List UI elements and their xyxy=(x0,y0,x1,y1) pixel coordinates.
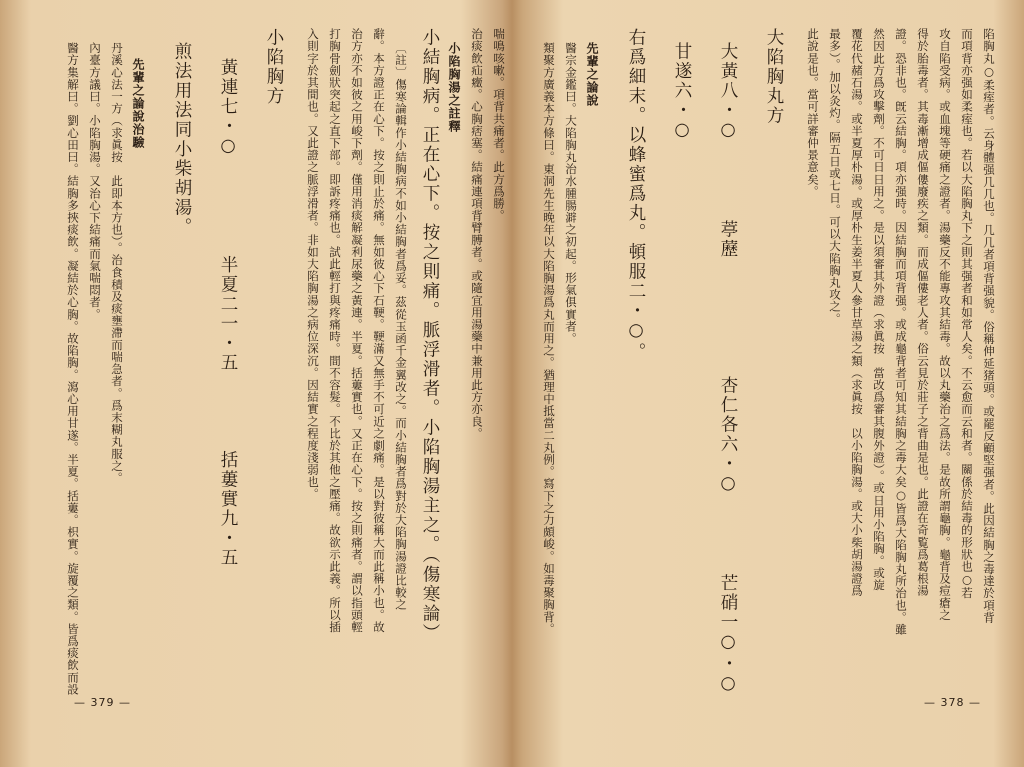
left-page-text-line: 醫方集解曰。劉心田曰。結胸多挾痰飲。凝結於心胸。故陷胸。瀉心用甘遂。半夏。括蔞。枳實。旋覆之類。皆爲痰飲而設 xyxy=(66,42,80,696)
right-page-text-line-large: 大陷胸丸方 xyxy=(764,28,784,126)
left-page-text-line: 喘鳴咳嗽。項背共痛者。此方爲勝。 xyxy=(492,28,506,222)
right-page-text-line: 證。恐非也。旣云結胸。項亦强時。因結胸而項背强。或成龜背者可知其結胸之毒大矣○皆爲大陷胸丸所治也。雖 xyxy=(894,28,908,636)
right-page xyxy=(542,28,996,718)
left-page-section-heading: 先輩之論說治驗 xyxy=(131,58,145,149)
right-page-text-line: 而項背亦强如柔痓也。若以大陷胸丸下之則其强者和如常人矣。不云愈而云和者。關係於結毒的形狀也○若 xyxy=(960,28,974,600)
page-number-right: — 378 — xyxy=(924,696,981,709)
page-number-left: — 379 — xyxy=(74,696,131,709)
left-page-section-heading: 小陷胸湯之註釋 xyxy=(447,42,461,133)
left-page-text-line: 辭。本方證正在心下。按之則止於痛。無如彼心下石鞕。鞕滿又無手不可近之劇痛。是以對彼稱大而此稱小也。故 xyxy=(372,28,386,633)
left-page-text-line-large: 黃連七・○ 半夏二一・五 括蔞實九・五 xyxy=(218,58,238,568)
left-page-text-line-large: 煎法用法同小柴胡湯。 xyxy=(172,42,192,237)
left-page-text-line: 內臺方議曰。小陷胸湯。又治心下結痛而氣喘悶者。 xyxy=(88,42,102,321)
left-page-text-line-large: 小陷胸方 xyxy=(264,28,284,106)
right-page-text-line: 醫宗金鑑曰。大陷胸丸治水腫腸澼之初起。形氣俱實者。 xyxy=(564,42,578,345)
left-page-text-line: 打胸骨劍狀突起之直下部。即訴疼痛也。試此輕打與疼痛時。間不容髮。不比於其他之壓痛。故欲示此義。所以插 xyxy=(328,28,342,633)
right-page-text-line: 得於胎毒者。其毒漸增成傴僂廢疾之類。而成傴僂老人者。俗云見於莊子之背曲是也。此證在奇覧爲葛根湯 xyxy=(916,28,930,597)
right-page-text-line-large: 甘遂六・○ xyxy=(672,42,692,142)
right-page-text-line: 陷胸丸○柔痓者。云身體强几几也。几几者項背强貌。俗稱伸延猪頭。或罷反顧堅强者。此因結胸之毒達於項背 xyxy=(982,28,996,624)
right-page-text-line: 此說是也。當可詳審仲景意矣。 xyxy=(806,28,820,198)
right-page-text-line: 覆花代赭石湯。或半夏厚朴湯。或厚朴生姜半夏人參甘草湯之類（求眞按 以小陷胸湯。或大小柴胡湯證爲 xyxy=(850,28,864,597)
left-page-text-line-large: 小結胸病。正在心下。按之則痛。脈浮滑者。小陷胸湯主之。（傷寒論） xyxy=(420,28,440,644)
left-page-text-line: 入則字於其間也。又此證之脈浮滑者。非如大陷胸湯之病位深沉。因結實之程度淺弱也。 xyxy=(306,28,320,500)
left-page xyxy=(62,28,504,718)
left-page-text-line: 治痰飲疝癥。心胸痞塞。結痛連項背臂膊者。或隨宜用湯藥中兼用此方亦良。 xyxy=(470,28,484,440)
left-page-text-line: 治方亦不如彼之用峻下劑。僅用消痰解凝利尿藥之黃連。半夏。括蔞實也。又正在心下。按之則痛者。謂以指頭輕 xyxy=(350,28,364,633)
left-page-text-line: 丹溪心法一方（求眞按 此即本方也）。治食積及痰壅滯而喘急者。爲末糊丸服之。 xyxy=(110,42,124,484)
right-page-text-line: 類聚方廣義本方條曰。東洞先生晚年以大陷胸湯爲丸而用之。猶理中抵當二丸例。寫下之力頗峻。如毒聚胸背。 xyxy=(542,42,556,635)
right-page-text-line: 然因此方爲攻擊劑。不可日日用之。是以須審其外證（求眞按 當改爲審其腹外證）。或日用小陷胸。或旋 xyxy=(872,28,886,591)
right-page-text-line: 攻自陷受病。或血塊等硬痛之證者。湯藥反不能專攻其結毒。故以丸藥治之爲法。是故所謂龜胸。龜背及痘瘡之 xyxy=(938,28,952,621)
right-page-text-line-large: 大黃八・○ 葶藶 杏仁各六・○ 芒硝一○・○ xyxy=(718,42,738,696)
left-page-text-line: 〔註〕傷寒論輯作小結胸病不如小結胸者爲妥。茲從玉函千金翼改之。而小結胸者爲對於大陷胸湯證比較之 xyxy=(394,42,408,611)
right-page-text-line-large: 右爲細末。以蜂蜜爲丸。頓服二・○。 xyxy=(626,28,646,362)
right-page-text-line: 最多）。加以灸灼。隔五日或七日。可以大陷胸丸攻之。 xyxy=(828,28,842,325)
right-page-section-heading: 先輩之論說 xyxy=(585,42,599,107)
